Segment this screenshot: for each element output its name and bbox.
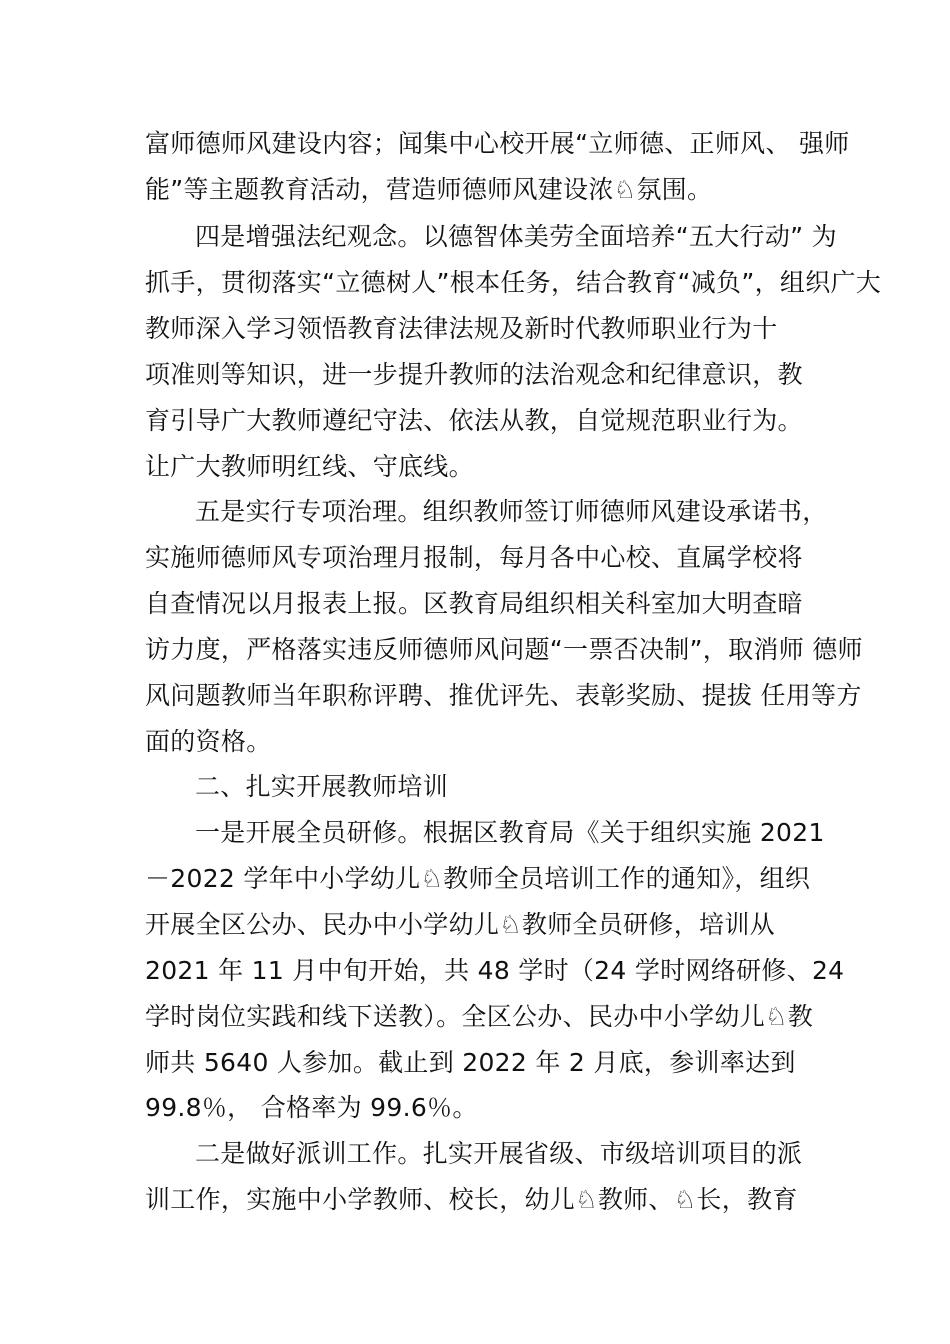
paragraph-heading: 五是实行专项治理。组织教师签订师德师风建设承诺书， bbox=[195, 497, 828, 526]
paragraph-heading: 四是增强法纪观念。以德智体美劳全面培养“五大行动” 为 bbox=[195, 222, 837, 251]
text-line: 实施师德师风专项治理月报制，每月各中心校、直属学校将 bbox=[145, 543, 803, 572]
text-line: 风问题教师当年职称评聘、推优评先、表彰奖励、提拔 任用等方 bbox=[145, 681, 862, 710]
paragraph-heading: 二是做好派训工作。扎实开展省级、市级培训项目的派 bbox=[195, 1139, 803, 1168]
text-line: 学时岗位实践和线下送教）。全区公办、民办中小学幼儿♘教 bbox=[145, 1002, 814, 1031]
text-line: 教师深入学习领悟教育法律法规及新时代教师职业行为十 bbox=[145, 314, 778, 343]
text-line: 访力度，严格落实违反师德师风问题“一票否决制”，取消师 德师 bbox=[145, 635, 863, 664]
text-line: 项准则等知识，进一步提升教师的法治观念和纪律意识，教 bbox=[145, 360, 803, 389]
text-line: 训工作，实施中小学教师、校长，幼儿♘教师、♘长，教育 bbox=[145, 1185, 798, 1214]
text-line: 抓手，贯彻落实“立德树人”根本任务，结合教育“减负”，组织广大 bbox=[145, 268, 882, 297]
text-line: 富师德师风建设内容；闻集中心校开展“立师德、正师风、 强师 bbox=[145, 129, 850, 158]
text-line: 开展全区公办、民办中小学幼儿♘教师全员研修，培训从 bbox=[145, 910, 775, 939]
text-line: 能”等主题教育活动，营造师德师风建设浓♘氛围。 bbox=[145, 175, 713, 204]
section-heading: 二、扎实开展教师培训 bbox=[195, 772, 449, 801]
text-line: 育引导广大教师遵纪守法、依法从教，自觉规范职业行为。 bbox=[145, 406, 803, 435]
text-line: 师共 5640 人参加。截止到 2022 年 2 月底，参训率达到 bbox=[145, 1048, 796, 1077]
text-line: 2021 年 11 月中旬开始，共 48 学时（24 学时网络研修、24 bbox=[145, 956, 845, 985]
text-line: －2022 学年中小学幼儿♘教师全员培训工作的通知》，组织 bbox=[145, 864, 811, 893]
text-line: 让广大教师明红线、守底线。 bbox=[145, 452, 474, 481]
text-line: 面的资格。 bbox=[145, 727, 272, 756]
text-line: 自查情况以月报表上报。区教育局组织相关科室加大明查暗 bbox=[145, 589, 803, 618]
text-line: 99.8％， 合格率为 99.6％。 bbox=[145, 1093, 478, 1122]
paragraph-heading: 一是开展全员研修。根据区教育局《关于组织实施 2021 bbox=[195, 818, 825, 847]
